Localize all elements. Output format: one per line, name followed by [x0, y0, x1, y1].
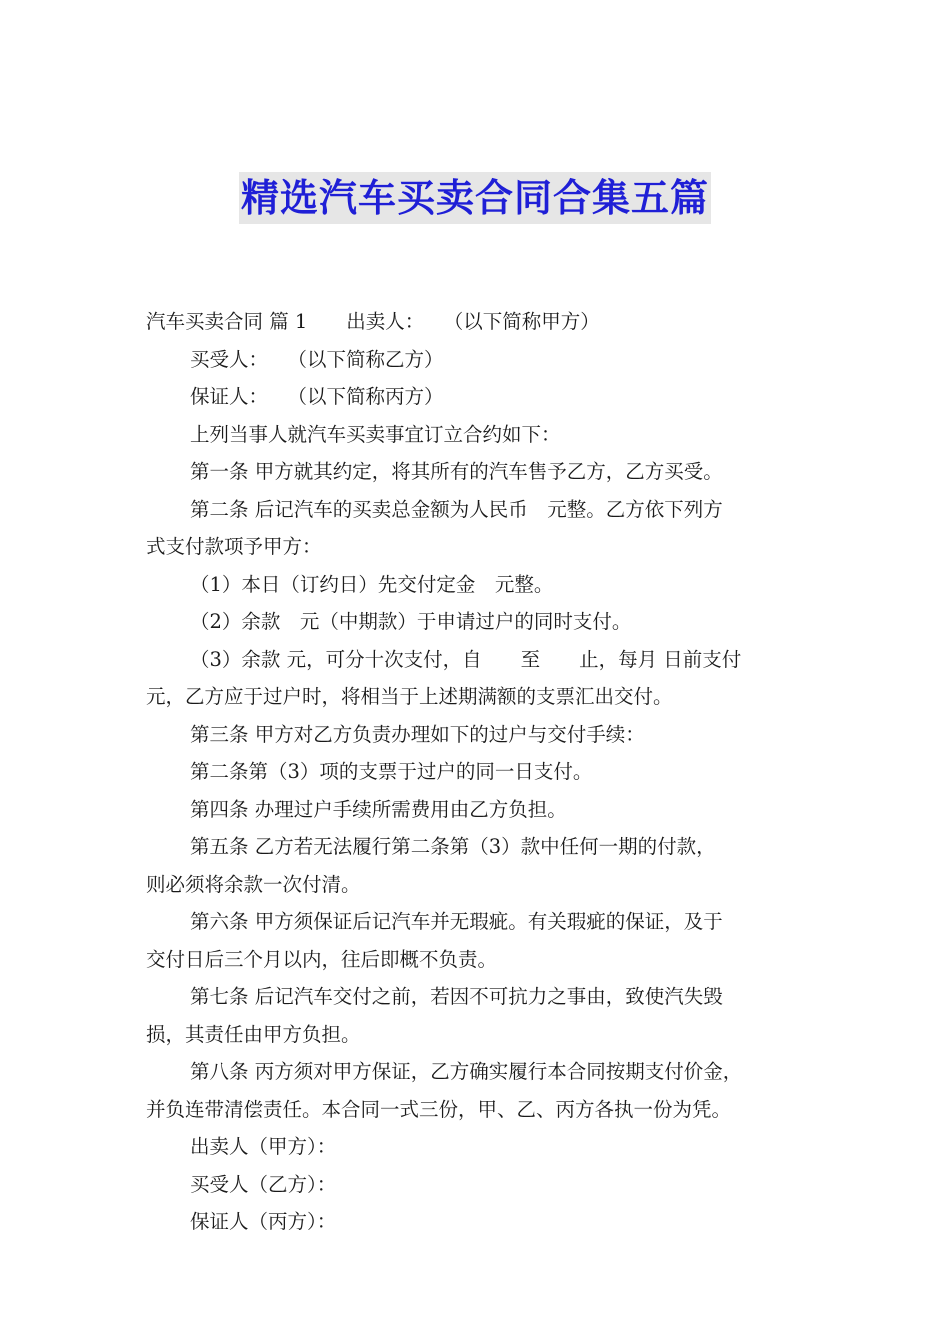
- text-line: （2）余款 元（中期款）于申请过户的同时支付。: [190, 610, 632, 633]
- text-line: 并负连带清偿责任。本合同一式三份，甲、乙、丙方各执一份为凭。: [146, 1097, 732, 1121]
- text-line: 第六条 甲方须保证后记汽车并无瑕疵。有关瑕疵的保证，及于: [190, 910, 723, 933]
- text-line: 损，其责任由甲方负担。: [146, 1022, 361, 1046]
- text-line: 第四条 办理过户手续所需费用由乙方负担。: [190, 797, 567, 821]
- text-line: 第七条 后记汽车交付之前，若因不可抗力之事由，致使汽失毁: [190, 985, 723, 1008]
- text-line: 第五条 乙方若无法履行第二条第（3）款中任何一期的付款，: [190, 835, 716, 858]
- text-line: 出卖人（甲方）：: [190, 1135, 337, 1158]
- text-line: 上列当事人就汽车买卖事宜订立合约如下：: [190, 422, 561, 446]
- text-line: 式支付款项予甲方：: [146, 535, 322, 558]
- title-container: [0, 172, 950, 224]
- text-line: 交付日后三个月以内，往后即概不负责。: [146, 947, 498, 971]
- text-line: 汽车买卖合同 篇 1 出卖人： （以下简称甲方）: [146, 310, 600, 333]
- text-line: 第二条第（3）项的支票于过户的同一日支付。: [190, 760, 593, 783]
- text-line: 第八条 丙方须对甲方保证，乙方确实履行本合同按期支付价金，: [190, 1060, 743, 1083]
- document-title: 精选汽车买卖合同合集五篇: [239, 172, 711, 224]
- text-line: （1）本日（订约日）先交付定金 元整。: [190, 572, 554, 596]
- text-line: 则必须将余款一次付清。: [146, 872, 361, 896]
- text-line: （3）余款 元，可分十次支付，自 至 止，每月 日前支付: [190, 647, 742, 671]
- text-line: 第三条 甲方对乙方负责办理如下的过户与交付手续：: [190, 722, 645, 746]
- text-line: 买受人（乙方）：: [190, 1172, 337, 1196]
- text-line: 买受人： （以下简称乙方）: [190, 347, 444, 371]
- text-line: 元，乙方应于过户时，将相当于上述期满额的支票汇出交付。: [146, 685, 673, 708]
- text-line: 第一条 甲方就其约定，将其所有的汽车售予乙方，乙方买受。: [190, 460, 723, 483]
- text-line: 第二条 后记汽车的买卖总金额为人民币 元整。乙方依下列方: [190, 497, 723, 521]
- text-line: 保证人（丙方）：: [190, 1210, 337, 1233]
- document-body: [146, 303, 810, 1241]
- text-line: 保证人： （以下简称丙方）: [190, 385, 444, 408]
